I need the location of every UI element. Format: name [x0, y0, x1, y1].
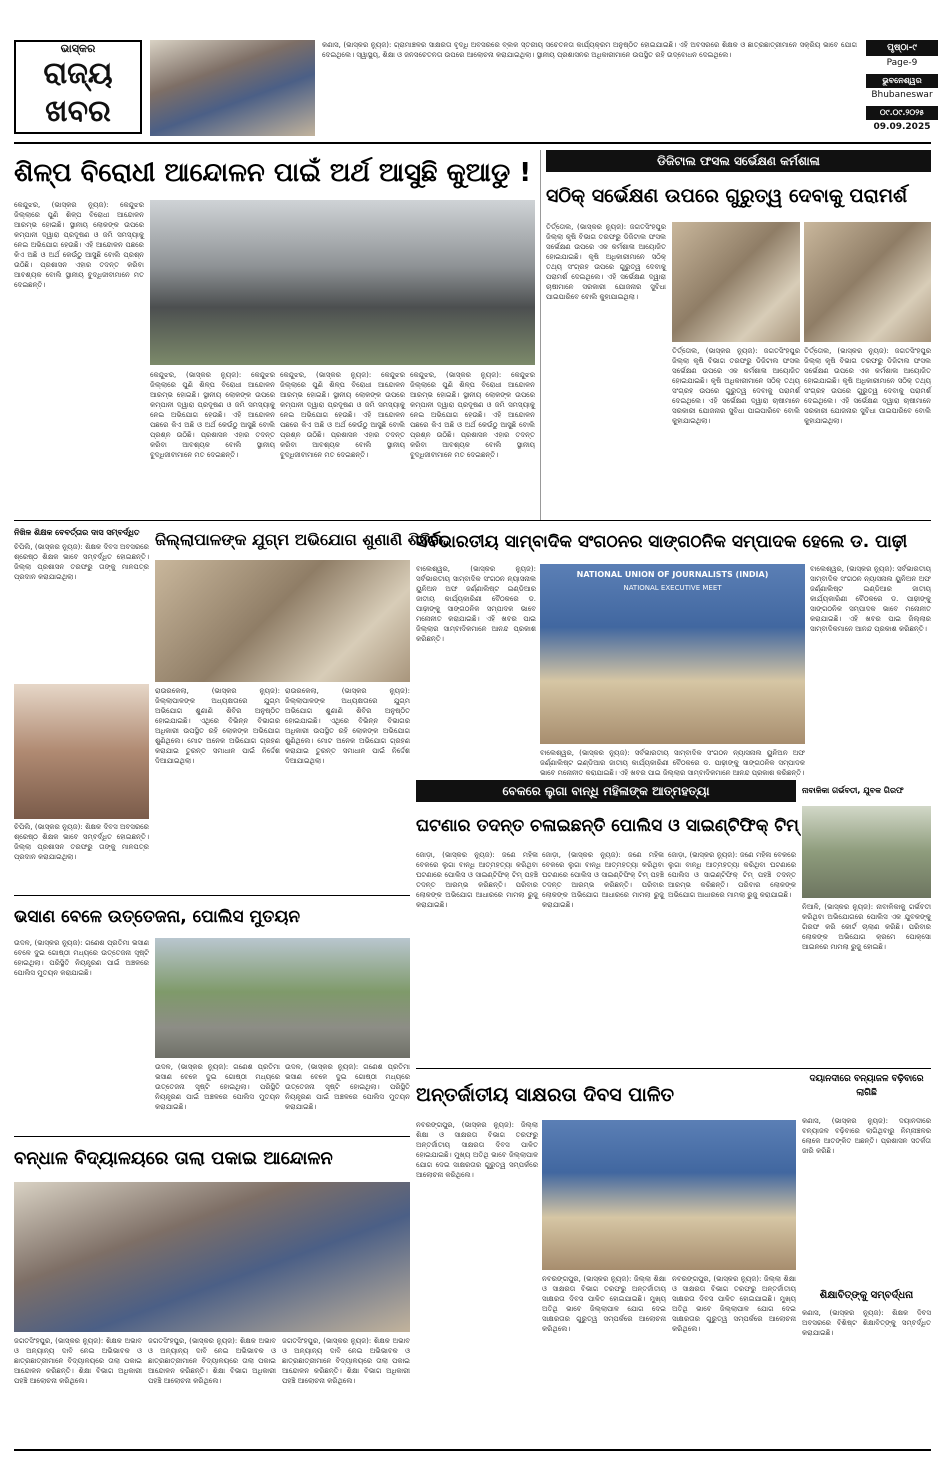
- footer-rule: [14, 1449, 931, 1451]
- story5-headline: ସର୍ବଭାରତୀୟ ସାମ୍ବାଦିକ ସଂଗଠନର ସାଙ୍ଗଠନିକ ସମ୍ପାଦକ ହେଲେ ଡ. ପାଢ଼ୀ: [416, 532, 908, 552]
- story9-body-col2: ନବରଙ୍ଗପୁର, (ଭାସ୍କର ନ୍ୟୁଜ): ଜିଲ୍ଲା ଶିକ୍ଷା ଓ ସାକ୍ଷରତା ବିଭାଗ ତରଫରୁ ଅନ୍ତର୍ଜାତୀୟ ସାକ୍ଷରତା ଦିବସ ପାଳିତ ହୋଇଯାଇଛି। ମୁଖ୍ୟ ଅତିଥି ଭାବେ ଜିଲ୍ଲାପାଳ ଯୋଗ ଦେଇ ସାକ୍ଷରତାର ଗୁରୁତ୍ୱ ସମ୍ପର୍କରେ ଆଲୋଚନା କରିଥିଲେ।: [542, 1275, 666, 1333]
- date-en: 09.09.2025: [873, 122, 931, 132]
- page-info-box: [866, 40, 938, 138]
- story5-body-col2: ବାଲେଶ୍ୱର, (ଭାସ୍କର ନ୍ୟୁଜ): ସର୍ବଭାରତୀୟ ସାମ୍ବାଦିକ ସଂଗଠନ ନ୍ୟାସନାଲ ୟୁନିଅନ ଅଫ ଜର୍ଣ୍ଣାଲିଷ୍ଟ ଇଣ୍ଡିଆର ଜାତୀୟ କାର୍ଯ୍ୟକାରିଣୀ ବୈଠକରେ ଡ. ପାଢ଼ୀଙ୍କୁ ସାଙ୍ଗଠନିକ ସମ୍ପାଦକ ଭାବେ ମନୋନୀତ କରାଯାଇଛି। ଏହି ଖବର ପାଇ ଜିଲ୍ଲାର ସାମ୍ବାଦିକମାନେ ଆନନ୍ଦ ପ୍ରକାଶ କରିଛନ୍ତି।: [540, 749, 805, 777]
- story9-headline: ଅନ୍ତର୍ଜାତୀୟ ସାକ୍ଷରତା ଦିବସ ପାଳିତ: [416, 1084, 675, 1106]
- story5-photo-journalists: [540, 564, 805, 744]
- story3-photo-grievance: [155, 560, 410, 682]
- story10-headline: ଦୟାନଦୀରେ ବନ୍ୟାଜଳ ବଢ଼ିବାରେ ଲାଗିଛି: [809, 1074, 924, 1098]
- story7-kicker: ନାବାଳିକା ଗର୍ଭବତୀ, ଯୁବକ ଗିରଫ: [802, 786, 904, 795]
- story4-photo-felicitation: [14, 684, 149, 819]
- story8-body-col1: ଉଦଳ, (ଭାସ୍କର ନ୍ୟୁଜ): ଗଣେଶ ପ୍ରତିମା ଭସାଣ ବେଳେ ଦୁଇ ଗୋଷ୍ଠୀ ମଧ୍ୟରେ ଉତ୍ତେଜନା ସୃଷ୍ଟି ହୋଇଥିଲା। ପରିସ୍ଥିତି ନିୟନ୍ତ୍ରଣ ପାଇଁ ଅଞ୍ଚଳରେ ପୋଲିସ ମୁତୟନ କରାଯାଇଛି।: [14, 939, 149, 977]
- section-rule-1: [14, 520, 931, 521]
- story5-banner: NATIONAL UNION OF JOURNALISTS (INDIA): [576, 570, 769, 579]
- story4-kicker: ନିଖିଳ ଶିକ୍ଷକ ବେବର୍ତ୍ତାର ଦାସ ସମ୍ବର୍ଦ୍ଧିତ: [14, 528, 140, 537]
- story2-headline: ସଠିକ୍ ସର୍ଭେକ୍ଷଣ ଉପରେ ଗୁରୁତ୍ୱ ଦେବାକୁ ପରାମର୍ଶ: [546, 185, 908, 207]
- page-number: Page-9: [886, 58, 918, 68]
- city-odia: ଭୁବନେଶ୍ୱର: [866, 74, 938, 88]
- story8-photo-police-tent: [155, 938, 410, 1058]
- story12-headline: ବନ୍ଧାଳ ବିଦ୍ୟାଳୟରେ ତାଲା ପକାଇ ଆନ୍ଦୋଳନ: [14, 1148, 333, 1169]
- story9-body-col1: ନବରଙ୍ଗପୁର, (ଭାସ୍କର ନ୍ୟୁଜ): ଜିଲ୍ଲା ଶିକ୍ଷା ଓ ସାକ୍ଷରତା ବିଭାଗ ତରଫରୁ ଅନ୍ତର୍ଜାତୀୟ ସାକ୍ଷରତା ଦିବସ ପାଳିତ ହୋଇଯାଇଛି। ମୁଖ୍ୟ ଅତିଥି ଭାବେ ଜିଲ୍ଲାପାଳ ଯୋଗ ଦେଇ ସାକ୍ଷରତାର ଗୁରୁତ୍ୱ ସମ୍ପର୍କରେ ଆଲୋଚନା କରିଥିଲେ।: [416, 1121, 538, 1179]
- story6-body-col1: ଜୋଡ଼ା, (ଭାସ୍କର ନ୍ୟୁଜ): ଜଣେ ମହିଳା ବେକରେ ଲୁଗା ବାନ୍ଧି ଆତ୍ମହତ୍ୟା କରିଥିବା ଘଟଣାରେ ପୋଲିସ ଓ ସାଇଣ୍ଟିଫିକ୍ ଟିମ୍ ପହଞ୍ଚି ତଦନ୍ତ ଆରମ୍ଭ କରିଛନ୍ତି। ପରିବାର ଲୋକଙ୍କ ଅଭିଯୋଗ ଆଧାରରେ ମାମଲା ରୁଜୁ କରାଯାଇଛି।: [416, 851, 538, 909]
- logo-line2: ଖବର: [45, 94, 111, 129]
- story6-body-col3: ଜୋଡ଼ା, (ଭାସ୍କର ନ୍ୟୁଜ): ଜଣେ ମହିଳା ବେକରେ ଲୁଗା ବାନ୍ଧି ଆତ୍ମହତ୍ୟା କରିଥିବା ଘଟଣାରେ ପୋଲିସ ଓ ସାଇଣ୍ଟିଫିକ୍ ଟିମ୍ ପହଞ୍ଚି ତଦନ୍ତ ଆରମ୍ଭ କରିଛନ୍ତି। ପରିବାର ଲୋକଙ୍କ ଅଭିଯୋଗ ଆଧାରରେ ମାମଲା ରୁଜୁ କରାଯାଇଛି।: [668, 851, 796, 899]
- story9-photo-literacy: [542, 1120, 796, 1270]
- date-odia: ୦୯.୦୯.୨୦୨୫: [866, 106, 938, 120]
- story1-body-left: କେନ୍ଦୁଝର, (ଭାସ୍କର ନ୍ୟୁଜ): କେନ୍ଦୁଝର ଜିଲ୍ଲାରେ ପୁଣି ଶିଳ୍ପ ବିରୋଧୀ ଆନ୍ଦୋଳନ ଆରମ୍ଭ ହୋଇଛି। ସ୍ଥାନୀୟ ଲୋକଙ୍କ ଉପରେ କମ୍ପାନୀ ଦ୍ୱାରା ପ୍ରଦୂଷଣ ଓ ଜମି ସମସ୍ୟାକୁ ନେଇ ଅଭିଯୋଗ ହେଉଛି। ଏହି ଆନ୍ଦୋଳନ ପଛରେ କିଏ ଅଛି ଓ ଅର୍ଥ କେଉଁଠୁ ଆସୁଛି ବୋଲି ପ୍ରଶ୍ନ ଉଠିଛି। ପ୍ରଶାସନ ଏହାର ତଦନ୍ତ କରିବା ଆବଶ୍ୟକ ବୋଲି ସ୍ଥାନୀୟ ବୁଦ୍ଧିଜୀବୀମାନେ ମତ ଦେଇଛନ୍ତି।: [14, 201, 144, 289]
- story8-body-col2: ଉଦଳ, (ଭାସ୍କର ନ୍ୟୁଜ): ଗଣେଶ ପ୍ରତିମା ଭସାଣ ବେଳେ ଦୁଇ ଗୋଷ୍ଠୀ ମଧ୍ୟରେ ଉତ୍ତେଜନା ସୃଷ୍ଟି ହୋଇଥିଲା। ପରିସ୍ଥିତି ନିୟନ୍ତ୍ରଣ ପାଇଁ ଅଞ୍ଚଳରେ ପୋଲିସ ମୁତୟନ କରାଯାଇଛି।: [155, 1063, 280, 1111]
- story6-kicker: ବେକରେ ଲୁଗା ବାନ୍ଧି ମହିଳାଙ୍କ ଆତ୍ମହତ୍ୟା: [416, 780, 796, 802]
- story3-headline: ଜିଲ୍ଲାପାଳଙ୍କ ଯୁଗ୍ମ ଅଭିଯୋଗ ଶୁଣାଣି ଶିବିର: [155, 530, 443, 549]
- story5-body-col3: ବାଲେଶ୍ୱର, (ଭାସ୍କର ନ୍ୟୁଜ): ସର୍ବଭାରତୀୟ ସାମ୍ବାଦିକ ସଂଗଠନ ନ୍ୟାସନାଲ ୟୁନିଅନ ଅଫ ଜର୍ଣ୍ଣାଲିଷ୍ଟ ଇଣ୍ଡିଆର ଜାତୀୟ କାର୍ଯ୍ୟକାରିଣୀ ବୈଠକରେ ଡ. ପାଢ଼ୀଙ୍କୁ ସାଙ୍ଗଠନିକ ସମ୍ପାଦକ ଭାବେ ମନୋନୀତ କରାଯାଇଛି। ଏହି ଖବର ପାଇ ଜିଲ୍ଲାର ସାମ୍ବାଦିକମାନେ ଆନନ୍ଦ ପ୍ରକାଶ କରିଛନ୍ତି।: [810, 565, 931, 633]
- story6-body-col2: ଜୋଡ଼ା, (ଭାସ୍କର ନ୍ୟୁଜ): ଜଣେ ମହିଳା ବେକରେ ଲୁଗା ବାନ୍ଧି ଆତ୍ମହତ୍ୟା କରିଥିବା ଘଟଣାରେ ପୋଲିସ ଓ ସାଇଣ୍ଟିଫିକ୍ ଟିମ୍ ପହଞ୍ଚି ତଦନ୍ତ ଆରମ୍ଭ କରିଛନ୍ତି। ପରିବାର ଲୋକଙ୍କ ଅଭିଯୋଗ ଆଧାରରେ ମାମଲା ରୁଜୁ କରାଯାଇଛି।: [542, 851, 664, 909]
- story5-banner-sub: NATIONAL EXECUTIVE MEET: [623, 584, 722, 592]
- section-rule-2: [14, 895, 410, 896]
- logo-top: ଭାସ୍କର: [60, 42, 96, 55]
- story3-body-col2: ରାଉରକେଲା, (ଭାସ୍କର ନ୍ୟୁଜ): ଜିଲ୍ଲାପାଳଙ୍କ ଅଧ୍ୟକ୍ଷତାରେ ଯୁଗ୍ମ ଅଭିଯୋଗ ଶୁଣାଣି ଶିବିର ଅନୁଷ୍ଠିତ ହୋଇଯାଇଛି। ଏଥିରେ ବିଭିନ୍ନ ବିଭାଗର ଅଧିକାରୀ ଉପସ୍ଥିତ ରହି ଲୋକଙ୍କ ଅଭିଯୋଗ ଶୁଣିଥିଲେ। ମୋଟ ଅନେକ ଅଭିଯୋଗ ଗ୍ରହଣ କରାଯାଇ ତୁରନ୍ତ ସମାଧାନ ପାଇଁ ନିର୍ଦ୍ଦେଶ ଦିଆଯାଇଥିଲା।: [285, 687, 410, 765]
- story2-body-col3: ତିର୍ତ୍ତୋଲ, (ଭାସ୍କର ନ୍ୟୁଜ): ଜଗତସିଂହପୁର ଜିଲ୍ଲା କୃଷି ବିଭାଗ ତରଫରୁ ଡିଜିଟାଲ ଫସଲ ସର୍ଭେକ୍ଷଣ ଉପରେ ଏକ କର୍ମଶାଳା ଆୟୋଜିତ ହୋଇଯାଇଛି। କୃଷି ଅଧିକାରୀମାନେ ସଠିକ୍ ତଥ୍ୟ ସଂଗ୍ରହ ଉପରେ ଗୁରୁତ୍ୱ ଦେବାକୁ ପରାମର୍ଶ ଦେଇଥିଲେ। ଏହି ସର୍ଭେକ୍ଷଣ ଦ୍ୱାରା ଚାଷୀମାନେ ସରକାରୀ ଯୋଜନାର ସୁବିଧା ପାଇପାରିବେ ବୋଲି କୁହାଯାଇଥିଲା।: [804, 347, 931, 425]
- section-rule-3: [416, 1068, 931, 1069]
- story12-photo-protest: [14, 1182, 410, 1332]
- story10-body: କଣାସ, (ଭାସ୍କର ନ୍ୟୁଜ): ଦୟାନଦୀରେ ବନ୍ୟାଜଳ ବଢ଼ିବାରେ ଲାଗିଥିବାରୁ ନିମ୍ନାଞ୍ଚଳର ଲୋକେ ଆତଙ୍କିତ ଅଛନ୍ତି। ପ୍ରଶାସନ ସତର୍କତା ଜାରି କରିଛି।: [802, 1117, 931, 1155]
- city-en: Bhubaneswar: [871, 90, 933, 100]
- section-rule-4: [14, 1136, 410, 1137]
- story4-body: ଚିପିଲି, (ଭାସ୍କର ନ୍ୟୁଜ): ଶିକ୍ଷକ ଦିବସ ଅବସରରେ ଶ୍ରେଷ୍ଠ ଶିକ୍ଷକ ଭାବେ ସମ୍ବର୍ଦ୍ଧିତ ହୋଇଛନ୍ତି। ଜିଲ୍ଲା ପ୍ରଶାସନ ତରଫରୁ ତାଙ୍କୁ ମାନପତ୍ର ପ୍ରଦାନ କରାଯାଇଥିଲା।: [14, 543, 149, 581]
- page-label: ପୃଷ୍ଠା-୯: [866, 40, 938, 56]
- story5-body-col1: ବାଲେଶ୍ୱର, (ଭାସ୍କର ନ୍ୟୁଜ): ସର୍ବଭାରତୀୟ ସାମ୍ବାଦିକ ସଂଗଠନ ନ୍ୟାସନାଲ ୟୁନିଅନ ଅଫ ଜର୍ଣ୍ଣାଲିଷ୍ଟ ଇଣ୍ଡିଆର ଜାତୀୟ କାର୍ଯ୍ୟକାରିଣୀ ବୈଠକରେ ଡ. ପାଢ଼ୀଙ୍କୁ ସାଙ୍ଗଠନିକ ସମ୍ପାଦକ ଭାବେ ମନୋନୀତ କରାଯାଇଛି। ଏହି ଖବର ପାଇ ଜିଲ୍ଲାର ସାମ୍ବାଦିକମାନେ ଆନନ୍ଦ ପ୍ରକାଶ କରିଛନ୍ତି।: [416, 565, 536, 643]
- story12-body-col1: ଜଗତସିଂହପୁର, (ଭାସ୍କର ନ୍ୟୁଜ): ଶିକ୍ଷକ ଅଭାବ ଓ ଅନ୍ୟାନ୍ୟ ଦାବି ନେଇ ଅଭିଭାବକ ଓ ଛାତ୍ରଛାତ୍ରୀମାନେ ବିଦ୍ୟାଳୟରେ ତାଲା ପକାଇ ଆନ୍ଦୋଳନ କରିଛନ୍ତି। ଶିକ୍ଷା ବିଭାଗ ଅଧିକାରୀ ପହଞ୍ଚି ଆଲୋଚନା କରିଥିଲେ।: [14, 1337, 142, 1385]
- masthead-story: କଣାସ, (ଭାସ୍କର ନ୍ୟୁଜ): ଗ୍ରାମାଞ୍ଚଳର ସାକ୍ଷରତା ବୃଦ୍ଧି ଅବସରରେ ବ୍ଲକ ସ୍ତରୀୟ ସଚେତନତା କାର୍ଯ୍ୟକ୍ରମ ଅନୁଷ୍ଠିତ ହୋଇଯାଇଛି। ଏହି ଅବସରରେ ଶିକ୍ଷକ ଓ ଛାତ୍ରଛାତ୍ରୀମାନେ ସକ୍ରିୟ ଭାବେ ଯୋଗ ଦେଇଥିଲେ। ସ୍ୱାସ୍ଥ୍ୟ, ଶିକ୍ଷା ଓ ଜନସଚେତନତା ଉପରେ ଆଲୋଚନା କରାଯାଇଥିଲା। ସ୍ଥାନୀୟ ପ୍ରଶାସନର ଅଧିକାରୀମାନେ ଉପସ୍ଥିତ ରହି ଉଦ୍‌ବୋଧନ ଦେଇଥିଲେ।: [322, 41, 857, 59]
- story2-photo-workshop-1: [672, 222, 800, 342]
- masthead-photo: [150, 40, 315, 136]
- story1-body-col4: କେନ୍ଦୁଝର, (ଭାସ୍କର ନ୍ୟୁଜ): କେନ୍ଦୁଝର ଜିଲ୍ଲାରେ ପୁଣି ଶିଳ୍ପ ବିରୋଧୀ ଆନ୍ଦୋଳନ ଆରମ୍ଭ ହୋଇଛି। ସ୍ଥାନୀୟ ଲୋକଙ୍କ ଉପରେ କମ୍ପାନୀ ଦ୍ୱାରା ପ୍ରଦୂଷଣ ଓ ଜମି ସମସ୍ୟାକୁ ନେଇ ଅଭିଯୋଗ ହେଉଛି। ଏହି ଆନ୍ଦୋଳନ ପଛରେ କିଏ ଅଛି ଓ ଅର୍ଥ କେଉଁଠୁ ଆସୁଛି ବୋଲି ପ୍ରଶ୍ନ ଉଠିଛି। ପ୍ରଶାସନ ଏହାର ତଦନ୍ତ କରିବା ଆବଶ୍ୟକ ବୋଲି ସ୍ଥାନୀୟ ବୁଦ୍ଧିଜୀବୀମାନେ ମତ ଦେଇଛନ୍ତି।: [410, 371, 535, 459]
- story7-photo-arrest: [802, 806, 931, 898]
- story8-headline: ଭସାଣ ବେଳେ ଉତ୍ତେଜନା, ପୋଲିସ ମୁତୟନ: [14, 907, 301, 927]
- story1-headline: ଶିଳ୍ପ ବିରୋଧୀ ଆନ୍ଦୋଳନ ପାଇଁ ଅର୍ଥ ଆସୁଛି କୁଆଡୁ !: [14, 158, 532, 188]
- story3-body-col1: ରାଉରକେଲା, (ଭାସ୍କର ନ୍ୟୁଜ): ଜିଲ୍ଲାପାଳଙ୍କ ଅଧ୍ୟକ୍ଷତାରେ ଯୁଗ୍ମ ଅଭିଯୋଗ ଶୁଣାଣି ଶିବିର ଅନୁଷ୍ଠିତ ହୋଇଯାଇଛି। ଏଥିରେ ବିଭିନ୍ନ ବିଭାଗର ଅଧିକାରୀ ଉପସ୍ଥିତ ରହି ଲୋକଙ୍କ ଅଭିଯୋଗ ଶୁଣିଥିଲେ। ମୋଟ ଅନେକ ଅଭିଯୋଗ ଗ୍ରହଣ କରାଯାଇ ତୁରନ୍ତ ସମାଧାନ ପାଇଁ ନିର୍ଦ୍ଦେଶ ଦିଆଯାଇଥିଲା।: [155, 687, 280, 765]
- story2-body-col1: ତିର୍ତ୍ତୋଲ, (ଭାସ୍କର ନ୍ୟୁଜ): ଜଗତସିଂହପୁର ଜିଲ୍ଲା କୃଷି ବିଭାଗ ତରଫରୁ ଡିଜିଟାଲ ଫସଲ ସର୍ଭେକ୍ଷଣ ଉପରେ ଏକ କର୍ମଶାଳା ଆୟୋଜିତ ହୋଇଯାଇଛି। କୃଷି ଅଧିକାରୀମାନେ ସଠିକ୍ ତଥ୍ୟ ସଂଗ୍ରହ ଉପରେ ଗୁରୁତ୍ୱ ଦେବାକୁ ପରାମର୍ଶ ଦେଇଥିଲେ। ଏହି ସର୍ଭେକ୍ଷଣ ଦ୍ୱାରା ଚାଷୀମାନେ ସରକାରୀ ଯୋଜନାର ସୁବିଧା ପାଇପାରିବେ ବୋଲି କୁହାଯାଇଥିଲା।: [546, 223, 666, 301]
- logo-line1: ରାଜ୍ୟ: [43, 56, 113, 91]
- story8-body-col3: ଉଦଳ, (ଭାସ୍କର ନ୍ୟୁଜ): ଗଣେଶ ପ୍ରତିମା ଭସାଣ ବେଳେ ଦୁଇ ଗୋଷ୍ଠୀ ମଧ୍ୟରେ ଉତ୍ତେଜନା ସୃଷ୍ଟି ହୋଇଥିଲା। ପରିସ୍ଥିତି ନିୟନ୍ତ୍ରଣ ପାଇଁ ଅଞ୍ଚଳରେ ପୋଲିସ ମୁତୟନ କରାଯାଇଛି।: [285, 1063, 410, 1111]
- story4-caption-body: ଚିପିଲି, (ଭାସ୍କର ନ୍ୟୁଜ): ଶିକ୍ଷକ ଦିବସ ଅବସରରେ ଶ୍ରେଷ୍ଠ ଶିକ୍ଷକ ଭାବେ ସମ୍ବର୍ଦ୍ଧିତ ହୋଇଛନ୍ତି। ଜିଲ୍ଲା ପ୍ରଶାସନ ତରଫରୁ ତାଙ୍କୁ ମାନପତ୍ର ପ୍ରଦାନ କରାଯାଇଥିଲା।: [14, 823, 149, 861]
- story1-body-col2: କେନ୍ଦୁଝର, (ଭାସ୍କର ନ୍ୟୁଜ): କେନ୍ଦୁଝର ଜିଲ୍ଲାରେ ପୁଣି ଶିଳ୍ପ ବିରୋଧୀ ଆନ୍ଦୋଳନ ଆରମ୍ଭ ହୋଇଛି। ସ୍ଥାନୀୟ ଲୋକଙ୍କ ଉପରେ କମ୍ପାନୀ ଦ୍ୱାରା ପ୍ରଦୂଷଣ ଓ ଜମି ସମସ୍ୟାକୁ ନେଇ ଅଭିଯୋଗ ହେଉଛି। ଏହି ଆନ୍ଦୋଳନ ପଛରେ କିଏ ଅଛି ଓ ଅର୍ଥ କେଉଁଠୁ ଆସୁଛି ବୋଲି ପ୍ରଶ୍ନ ଉଠିଛି। ପ୍ରଶାସନ ଏହାର ତଦନ୍ତ କରିବା ଆବଶ୍ୟକ ବୋଲି ସ୍ଥାନୀୟ ବୁଦ୍ଧିଜୀବୀମାନେ ମତ ଦେଇଛନ୍ତି।: [150, 371, 275, 459]
- story2-photo-workshop-2: [804, 222, 931, 342]
- story6-headline: ଘଟଣାର ତଦନ୍ତ ଚଳାଇଛନ୍ତି ପୋଲିସ ଓ ସାଇଣ୍ଟିଫିକ୍ ଟିମ୍: [416, 816, 799, 836]
- story2-body-col2: ତିର୍ତ୍ତୋଲ, (ଭାସ୍କର ନ୍ୟୁଜ): ଜଗତସିଂହପୁର ଜିଲ୍ଲା କୃଷି ବିଭାଗ ତରଫରୁ ଡିଜିଟାଲ ଫସଲ ସର୍ଭେକ୍ଷଣ ଉପରେ ଏକ କର୍ମଶାଳା ଆୟୋଜିତ ହୋଇଯାଇଛି। କୃଷି ଅଧିକାରୀମାନେ ସଠିକ୍ ତଥ୍ୟ ସଂଗ୍ରହ ଉପରେ ଗୁରୁତ୍ୱ ଦେବାକୁ ପରାମର୍ଶ ଦେଇଥିଲେ। ଏହି ସର୍ଭେକ୍ଷଣ ଦ୍ୱାରା ଚାଷୀମାନେ ସରକାରୀ ଯୋଜନାର ସୁବିଧା ପାଇପାରିବେ ବୋଲି କୁହାଯାଇଥିଲା।: [672, 347, 800, 425]
- story7-body: ନିଆଳି, (ଭାସ୍କର ନ୍ୟୁଜ): ନାବାଳିକାକୁ ଗର୍ଭବତୀ କରିଥିବା ଅଭିଯୋଗରେ ପୋଲିସ ଏକ ଯୁବକଙ୍କୁ ଗିରଫ କରି କୋର୍ଟ ଚାଲାଣ କରିଛି। ପରିବାର ଲୋକଙ୍କ ଅଭିଯୋଗ କ୍ରମେ ପୋକ୍ସୋ ଆଇନରେ ମାମଲା ରୁଜୁ ହୋଇଛି।: [802, 903, 931, 951]
- story1-photo-factory: [150, 200, 535, 365]
- story12-body-col3: ଜଗତସିଂହପୁର, (ଭାସ୍କର ନ୍ୟୁଜ): ଶିକ୍ଷକ ଅଭାବ ଓ ଅନ୍ୟାନ୍ୟ ଦାବି ନେଇ ଅଭିଭାବକ ଓ ଛାତ୍ରଛାତ୍ରୀମାନେ ବିଦ୍ୟାଳୟରେ ତାଲା ପକାଇ ଆନ୍ଦୋଳନ କରିଛନ୍ତି। ଶିକ୍ଷା ବିଭାଗ ଅଧିକାରୀ ପହଞ୍ଚି ଆଲୋଚନା କରିଥିଲେ।: [282, 1337, 410, 1385]
- story11-body: କଣାସ, (ଭାସ୍କର ନ୍ୟୁଜ): ଶିକ୍ଷକ ଦିବସ ଅବସରରେ ବିଶିଷ୍ଟ ଶିକ୍ଷାବିତ୍‌ଙ୍କୁ ସମ୍ବର୍ଦ୍ଧିତ କରାଯାଇଛି।: [802, 1309, 931, 1337]
- masthead-logo: [14, 40, 142, 134]
- story2-kicker: ଡିଜିଟାଲ ଫସଲ ସର୍ଭେକ୍ଷଣ କର୍ମଶାଳା: [546, 150, 931, 172]
- story11-headline: ଶିକ୍ଷାବିତ୍‌ଙ୍କୁ ସମ୍ବର୍ଦ୍ଧନା: [819, 1290, 914, 1301]
- story1-body-col3: କେନ୍ଦୁଝର, (ଭାସ୍କର ନ୍ୟୁଜ): କେନ୍ଦୁଝର ଜିଲ୍ଲାରେ ପୁଣି ଶିଳ୍ପ ବିରୋଧୀ ଆନ୍ଦୋଳନ ଆରମ୍ଭ ହୋଇଛି। ସ୍ଥାନୀୟ ଲୋକଙ୍କ ଉପରେ କମ୍ପାନୀ ଦ୍ୱାରା ପ୍ରଦୂଷଣ ଓ ଜମି ସମସ୍ୟାକୁ ନେଇ ଅଭିଯୋଗ ହେଉଛି। ଏହି ଆନ୍ଦୋଳନ ପଛରେ କିଏ ଅଛି ଓ ଅର୍ଥ କେଉଁଠୁ ଆସୁଛି ବୋଲି ପ୍ରଶ୍ନ ଉଠିଛି। ପ୍ରଶାସନ ଏହାର ତଦନ୍ତ କରିବା ଆବଶ୍ୟକ ବୋଲି ସ୍ଥାନୀୟ ବୁଦ୍ଧିଜୀବୀମାନେ ମତ ଦେଇଛନ୍ତି।: [280, 371, 405, 459]
- story12-body-col2: ଜଗତସିଂହପୁର, (ଭାସ୍କର ନ୍ୟୁଜ): ଶିକ୍ଷକ ଅଭାବ ଓ ଅନ୍ୟାନ୍ୟ ଦାବି ନେଇ ଅଭିଭାବକ ଓ ଛାତ୍ରଛାତ୍ରୀମାନେ ବିଦ୍ୟାଳୟରେ ତାଲା ପକାଇ ଆନ୍ଦୋଳନ କରିଛନ୍ତି। ଶିକ୍ଷା ବିଭାଗ ଅଧିକାରୀ ପହଞ୍ଚି ଆଲୋଚନା କରିଥିଲେ।: [148, 1337, 276, 1385]
- story9-body-col3: ନବରଙ୍ଗପୁର, (ଭାସ୍କର ନ୍ୟୁଜ): ଜିଲ୍ଲା ଶିକ୍ଷା ଓ ସାକ୍ଷରତା ବିଭାଗ ତରଫରୁ ଅନ୍ତର୍ଜାତୀୟ ସାକ୍ଷରତା ଦିବସ ପାଳିତ ହୋଇଯାଇଛି। ମୁଖ୍ୟ ଅତିଥି ଭାବେ ଜିଲ୍ଲାପାଳ ଯୋଗ ଦେଇ ସାକ୍ଷରତାର ଗୁରୁତ୍ୱ ସମ୍ପର୍କରେ ଆଲୋଚନା କରିଥିଲେ।: [672, 1275, 796, 1333]
- col-divider: [540, 150, 541, 520]
- masthead-rule: [14, 142, 931, 144]
